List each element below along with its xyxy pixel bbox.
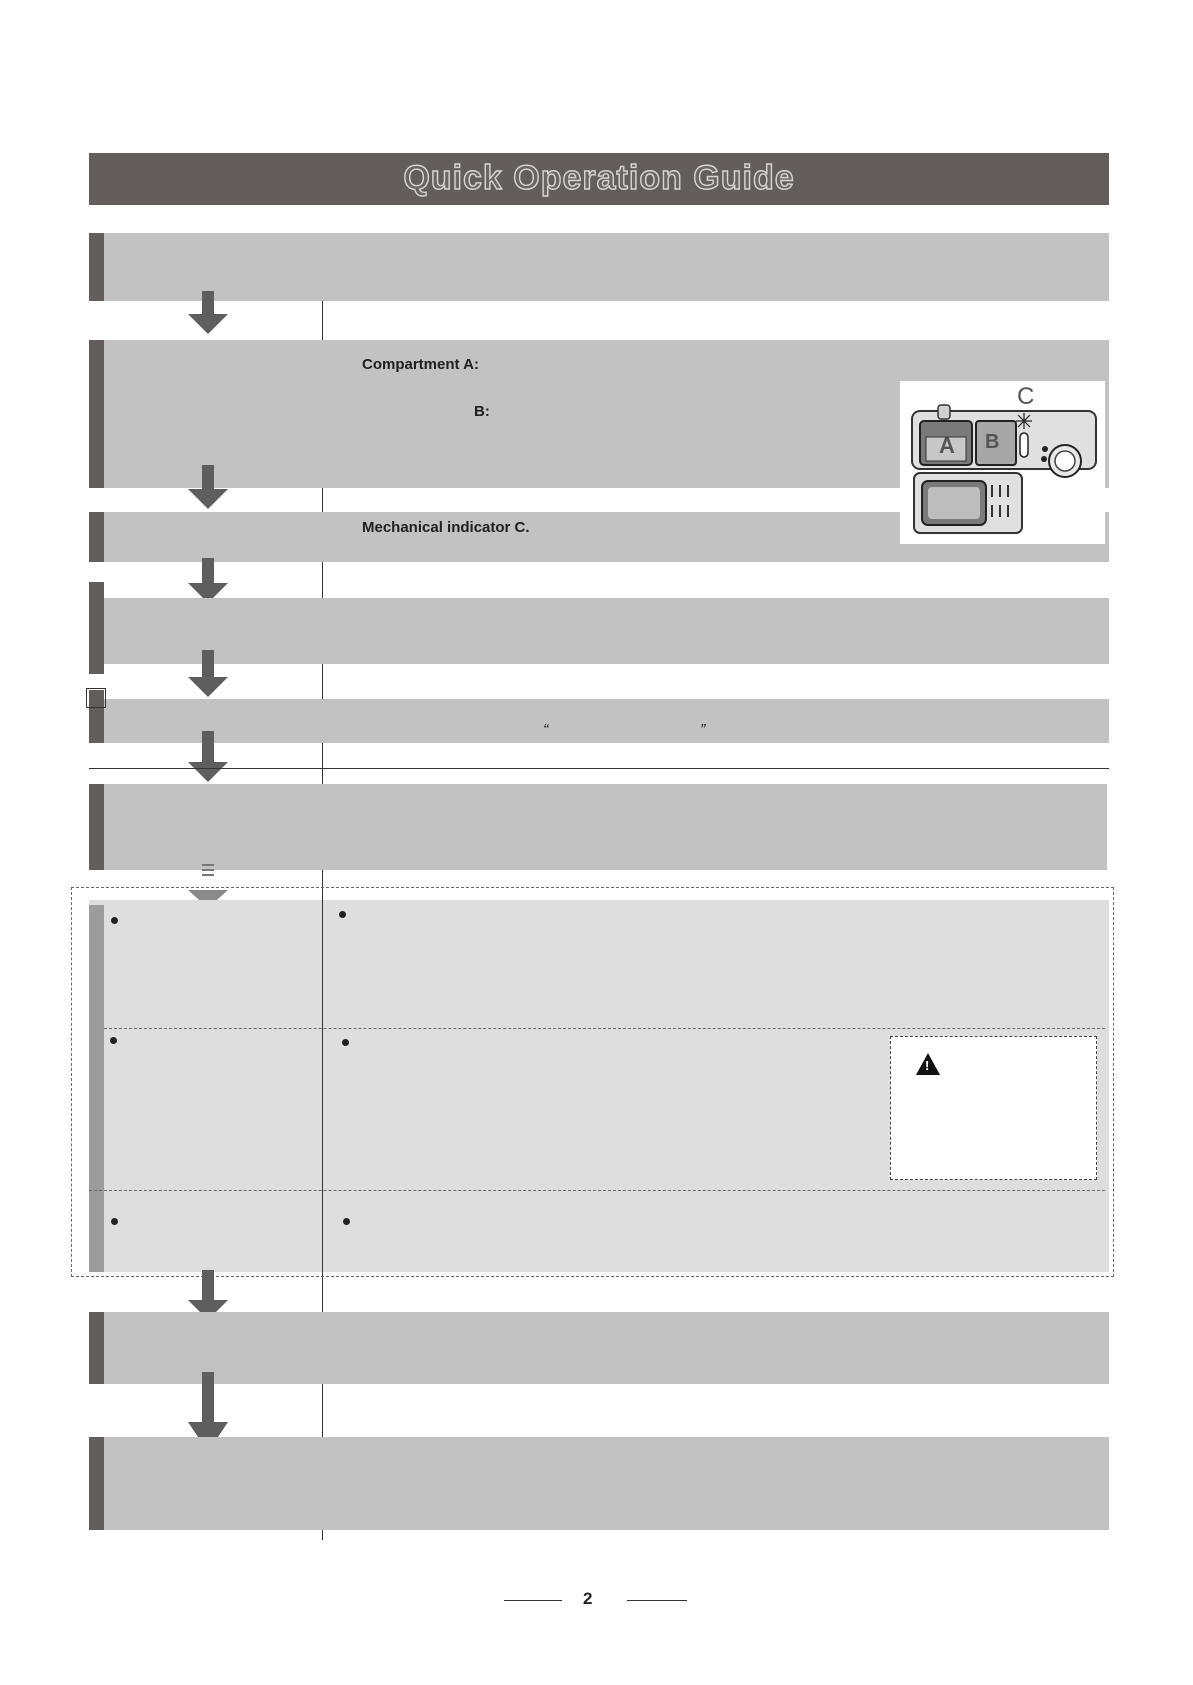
arrow-down-icon: [202, 291, 214, 315]
page-number: 2: [583, 1589, 593, 1608]
arrow-down-icon-head: [188, 762, 228, 782]
bullet-icon: [342, 1039, 349, 1046]
small-bracket: [86, 688, 106, 708]
bullet-icon: [343, 1218, 350, 1225]
bullet-icon: [110, 1037, 117, 1044]
step-marker-8: [89, 1437, 104, 1530]
figure-label-a: A: [939, 433, 955, 458]
step-marker-4: [89, 582, 104, 674]
arrow-down-icon-head: [188, 314, 228, 334]
dashed-arrow-segment: [202, 864, 214, 866]
bullet-icon: [111, 917, 118, 924]
step-band-6: [89, 784, 1107, 870]
arrow-down-icon: [202, 1270, 214, 1302]
page-title: Quick Operation Guide: [403, 159, 795, 197]
step-band-7: [89, 1312, 1109, 1384]
arrow-down-icon: [202, 650, 214, 678]
footer-rule-right: [627, 1600, 687, 1601]
arrow-down-icon-head: [188, 677, 228, 697]
warning-box: [890, 1036, 1097, 1180]
step-marker-3: [89, 512, 104, 562]
arrow-down-icon-head: [188, 489, 228, 509]
bullet-icon: [111, 1218, 118, 1225]
figure-label-b: B: [985, 431, 1000, 453]
footer-rule-left: [504, 1600, 562, 1601]
step-marker-2: [89, 340, 104, 488]
options-separator-2: [89, 1190, 1105, 1191]
dashed-arrow-segment: [202, 874, 214, 876]
bullet-icon: [339, 911, 346, 918]
mechanical-indicator-label: Mechanical indicator C.: [362, 519, 530, 536]
step-marker-1: [89, 233, 104, 301]
arrow-down-icon: [202, 465, 214, 490]
step-band-5: [89, 699, 1109, 743]
section-divider: [89, 768, 1109, 769]
compartment-a-label: Compartment A:: [362, 356, 479, 373]
arrow-down-icon: [202, 731, 214, 764]
step-marker-6: [89, 784, 104, 870]
step-band-4: [89, 598, 1109, 664]
dispenser-illustration: [900, 381, 1105, 544]
quote-open: “: [543, 722, 549, 739]
figure-label-c: C: [1017, 383, 1035, 410]
dashed-arrow-segment: [202, 869, 214, 871]
title-bar: [89, 153, 1109, 205]
arrow-down-icon: [202, 1372, 214, 1424]
compartment-b-label: B:: [474, 403, 490, 420]
options-divider: [322, 900, 323, 1272]
dispenser-figure: [900, 381, 1105, 544]
options-marker: [89, 905, 104, 1272]
arrow-down-icon: [202, 558, 214, 584]
quote-close: ”: [700, 722, 706, 739]
step-band-1: [89, 233, 1109, 301]
options-separator-1: [104, 1028, 1105, 1029]
warning-icon-mark: !: [925, 1058, 930, 1073]
step-band-8: [89, 1437, 1109, 1530]
step-marker-7: [89, 1312, 104, 1384]
